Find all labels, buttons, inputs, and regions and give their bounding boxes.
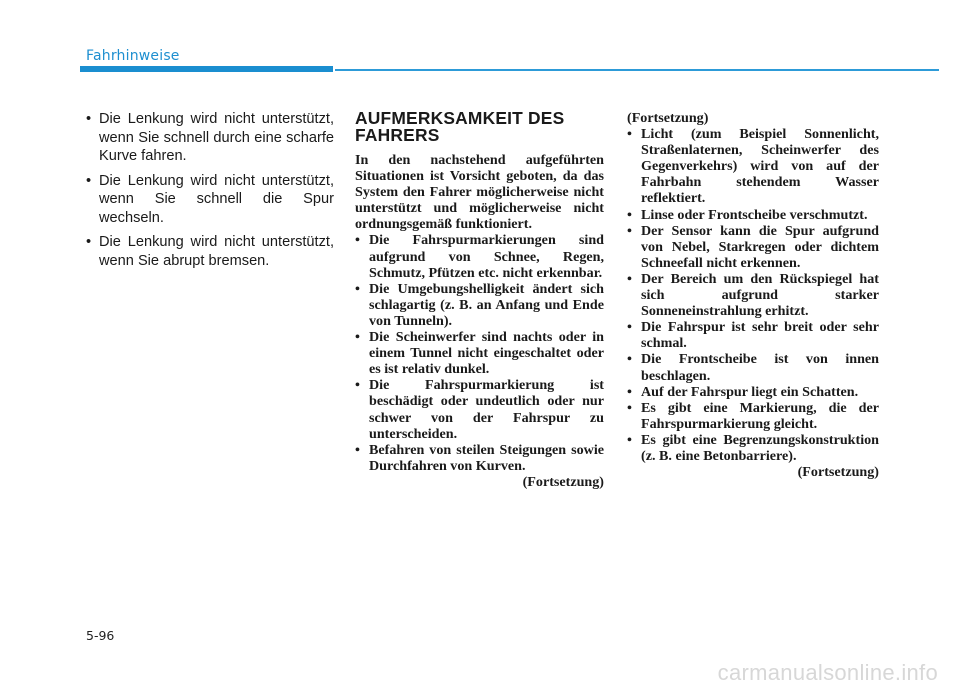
list-item: • Die Scheinwerfer sind nachts oder in einem Tunnel nicht eingeschaltet oder es ist relativ dunkel. <box>355 329 604 377</box>
column-left <box>84 110 334 276</box>
list-item: • Linse oder Frontscheibe verschmutzt. <box>627 207 879 223</box>
continued-label: (Fortsetzung) <box>627 110 709 126</box>
list-item: • Die Lenkung wird nicht unterstützt, wenn Sie schnell durch eine scharfe Kurve fahren. <box>84 110 334 166</box>
page-number: 5-96 <box>86 628 115 643</box>
list-item: • Es gibt eine Markierung, die der Fahrspurmarkierung gleicht. <box>627 400 879 432</box>
list-item: • Die Frontscheibe ist von innen beschlagen. <box>627 351 879 383</box>
section-title: Fahrhinweise <box>86 48 180 64</box>
header-rule <box>335 69 939 71</box>
list-item: • Die Fahrspurmarkierung ist beschädigt oder undeutlich oder nur schwer von der Fahrspur zu unterscheiden. <box>355 377 604 441</box>
column-right <box>627 110 879 480</box>
heading-line: FAHRERS <box>355 125 440 145</box>
watermark: carmanualsonline.info <box>717 660 938 685</box>
header-accent-bar <box>80 66 333 72</box>
list-item: • Licht (zum Beispiel Sonnenlicht, Straßenlaternen, Scheinwerfer des Gegenverkehrs) wird von auf der Fahrbahn stehendem Wasser reflektiert. <box>627 126 879 206</box>
intro-paragraph: In den nachstehend aufgeführten Situationen ist Vorsicht geboten, da das System den Fahrer möglicherweise nicht unterstützt und möglicherweise nicht ordnungsgemäß funktioniert. <box>355 152 604 233</box>
column-middle <box>355 110 604 490</box>
section-heading <box>355 110 604 144</box>
list-item: • Die Lenkung wird nicht unterstützt, wenn Sie schnell die Spur wechseln. <box>84 172 334 228</box>
list-item: • Die Lenkung wird nicht unterstützt, wenn Sie abrupt bremsen. <box>84 233 334 270</box>
continued-label: (Fortsetzung) <box>522 473 604 490</box>
list-item: • Es gibt eine Begrenzungskonstruktion (z. B. eine Betonbarriere). <box>627 432 879 464</box>
list-item: • Der Sensor kann die Spur aufgrund von Nebel, Starkregen oder dichtem Schneefall nicht erkennen. <box>627 223 879 271</box>
list-item: • Die Fahrspur ist sehr breit oder sehr schmal. <box>627 319 879 351</box>
list-item: • Der Bereich um den Rückspiegel hat sich aufgrund starker Sonneneinstrahlung erhitzt. <box>627 271 879 319</box>
list-item: • Befahren von steilen Steigungen sowie Durchfahren von Kurven. <box>355 442 604 474</box>
list-item: • Die Umgebungshelligkeit ändert sich schlagartig (z. B. an Anfang und Ende von Tunneln). <box>355 281 604 329</box>
list-item: • Auf der Fahrspur liegt ein Schatten. <box>627 384 879 400</box>
heading-line: AUFMERKSAMKEIT DES <box>355 108 565 128</box>
list-item: • Die Fahrspurmarkierungen sind aufgrund von Schnee, Regen, Schmutz, Pfützen etc. nicht erkennbar. <box>355 232 604 280</box>
continued-label: (Fortsetzung) <box>797 464 879 481</box>
